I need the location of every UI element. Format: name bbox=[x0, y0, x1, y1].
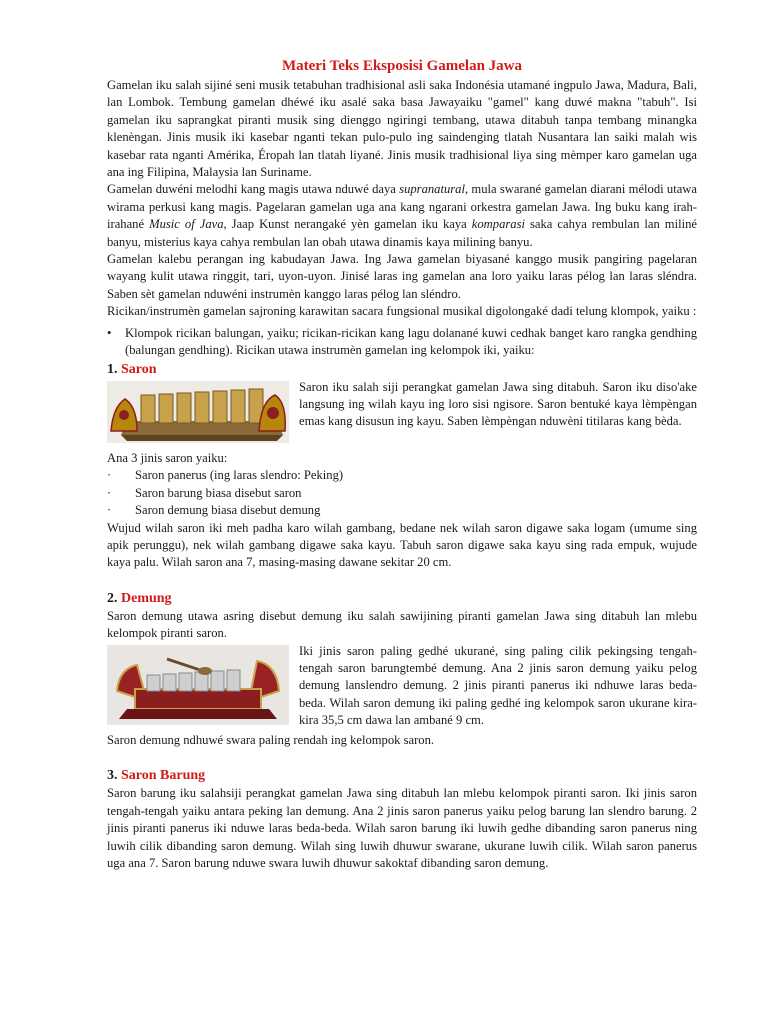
paragraph-intro: Gamelan iku salah sijiné seni musik tetabuhan tradhisional asli saka Indonésia utamané ingpulo Jawa, Madura, Bali, lan Lombok. Tembung gamelan dhéwé iku asalé saka basa Jawayaiku "gamel" kang duwé makna "tabuh". Isi gamelan iku saprangkat piranti musik sing dienggo ngiringi tembang, utawa ditabuh tanpa tembang minangka klenèngan. Jinis musik iki kasebar nganti tekan pulo-pulo ing saindenging tlatah Nusantara lan saiki malah wis kasebar rata nganti Amérika, Éropah lan tlatah liyané. Jinis musik tradhisional liya sing mèmper karo gamelan uga ana ing Filipina, Malaysia lan Suriname. bbox=[107, 78, 697, 180]
italic-term: komparasi bbox=[471, 217, 525, 232]
saron-barung-paragraph: Saron barung iku salahsiji perangkat gamelan Jawa sing ditabuh lan mlebu kelompok piranti saron. Iki jinis saron tengah-tengah yaiku antara peking lan demung. Ana 2 jinis saron panerus yaiku pelog barung lan slendro barung. 2 jinis piranti panerus iki nduwe laras beda-beda. Wilah saron barung iki luwih gedhe dibanding saron panerus ning luwih cilik dibanding saron demung. Wilah sing luwih dhuwur swarane, ukurane luwih cilik. Wilah saron panerus uga ana 7. Saron barung nduwe swara luwih dhuwur sakoktaf dibanding saron demung. bbox=[107, 786, 697, 870]
paragraph-melodi bbox=[107, 181, 697, 251]
list-item bbox=[107, 485, 697, 502]
bullet-marker: • bbox=[107, 325, 112, 340]
section-number: 1. bbox=[107, 361, 118, 377]
list-marker: · bbox=[107, 503, 112, 518]
saron-wilah-paragraph: Wujud wilah saron iki meh padha karo wilah gambang, bedane nek wilah saron digawe saka logam (umume sing apik perunggu), nek wilah gambang digawe saka kayu. Tabuh saron digawe saka kayu sing rada empuk, wujude kaya palu. Wilah saron ana 7, masing-masing dawane sekitar 20 cm. bbox=[107, 520, 697, 570]
saron-types-list bbox=[107, 467, 697, 519]
demung-swara: Saron demung ndhuwé swara paling rendah ing kelompok saron. bbox=[107, 732, 435, 747]
bullet-item bbox=[107, 325, 697, 360]
list-item-text: Saron panerus (ing laras slendro: Peking) bbox=[135, 468, 344, 483]
section-name: Saron bbox=[121, 361, 157, 377]
demung-image bbox=[107, 645, 289, 730]
demung-description: Iki jinis saron paling gedhé ukurané, sing paling cilik pekingsing tengah-tengah saron barungtembé demung. Ana 2 jinis saron demung yaiku pelog demung lanslendro demung. 2 jinis piranti panerus iki ndhuwe laras beda-beda. Wilah saron demung iki paling gedhé ing kelompok saron ukurane kira-kira 35,5 cm dawa lan ambané 9 cm. bbox=[299, 643, 697, 728]
paragraph-ricikan: Ricikan/instrumèn gamelan sajroning karawitan sacara fungsional musikal digolongaké dadi telung klompok, yaiku : bbox=[107, 304, 697, 319]
section-name: Saron Barung bbox=[121, 768, 206, 784]
section-number: 3. bbox=[107, 768, 118, 784]
italic-term: Music of Java bbox=[149, 217, 224, 232]
section-number: 2. bbox=[107, 590, 118, 606]
page-title: Materi Teks Eksposisi Gamelan Jawa bbox=[281, 58, 523, 74]
text-run: , Jaap Kunst nerangaké yèn gamelan iku kaya bbox=[223, 217, 472, 232]
document-page bbox=[107, 56, 697, 872]
spacer bbox=[107, 749, 697, 766]
section-heading-demung bbox=[107, 590, 697, 608]
saron-description: Saron iku salah siji perangkat gamelan Jawa sing ditabuh. Saron iku diso'ake langsung ing wilah kayu ing loro sisi ngisore. Saron bentuké kaya lèmpèngan emas kang disusun ing kayu. Saben lèmpèngan nduwèni titilaras kang bèda. bbox=[299, 379, 697, 429]
saron-image bbox=[107, 381, 289, 448]
list-item bbox=[107, 467, 697, 484]
section-name: Demung bbox=[121, 590, 172, 606]
list-item-text: Saron demung biasa disebut demung bbox=[135, 503, 321, 518]
bullet-text: Klompok ricikan balungan, yaiku; ricikan-ricikan kang lagu dolanané kuwi cedhak banget karo rangka gendhing (balungan gendhing). Ricikan utawa instrumèn gamelan ing kelompok iki, yaiku: bbox=[125, 325, 697, 358]
text-run: , mula swarané gamelan diarani mélodi utawa wirama perkusi kang magis. Pagelaran gamelan uga ana kang ngarani orkestra gamelan Jawa. Ing buku kang irah-irahané bbox=[107, 182, 697, 232]
text-run: saka cahya rembulan lan miliné banyu, misterius kaya cahya rembulan lan obah utawa dinamis kaya milining banyu. bbox=[107, 217, 697, 249]
demung-intro: Saron demung utawa asring disebut demung iku salah sawijining piranti gamelan Jawa sing ditabuh lan mlebu kelompok piranti saron. bbox=[107, 608, 697, 641]
paragraph-kabudayan: Gamelan kalebu perangan ing kabudayan Jawa. Ing Jawa gamelan biyasané kanggo musik pangiring pagelaran wayang kulit utawa ringgit, tari, uyon-uyon. Jinisé laras ing gamelan ana loro yaiku laras pélog lan laras sléndra. Saben sèt gamelan nduwéni instrumèn kanggo laras pélog lan sléndro. bbox=[107, 252, 697, 301]
saron-list-intro: Ana 3 jinis saron yaiku: bbox=[107, 450, 228, 465]
section-heading-saron-barung bbox=[107, 767, 697, 785]
list-marker: · bbox=[107, 468, 112, 483]
text-run: Gamelan duwéni melodhi kang magis utawa nduwé daya bbox=[107, 182, 400, 197]
spacer bbox=[107, 572, 697, 589]
list-item-text: Saron barung biasa disebut saron bbox=[135, 485, 302, 500]
section-heading-saron bbox=[107, 361, 697, 379]
list-item bbox=[107, 502, 697, 519]
italic-term: supranatural bbox=[399, 182, 465, 197]
list-marker: · bbox=[107, 485, 112, 500]
